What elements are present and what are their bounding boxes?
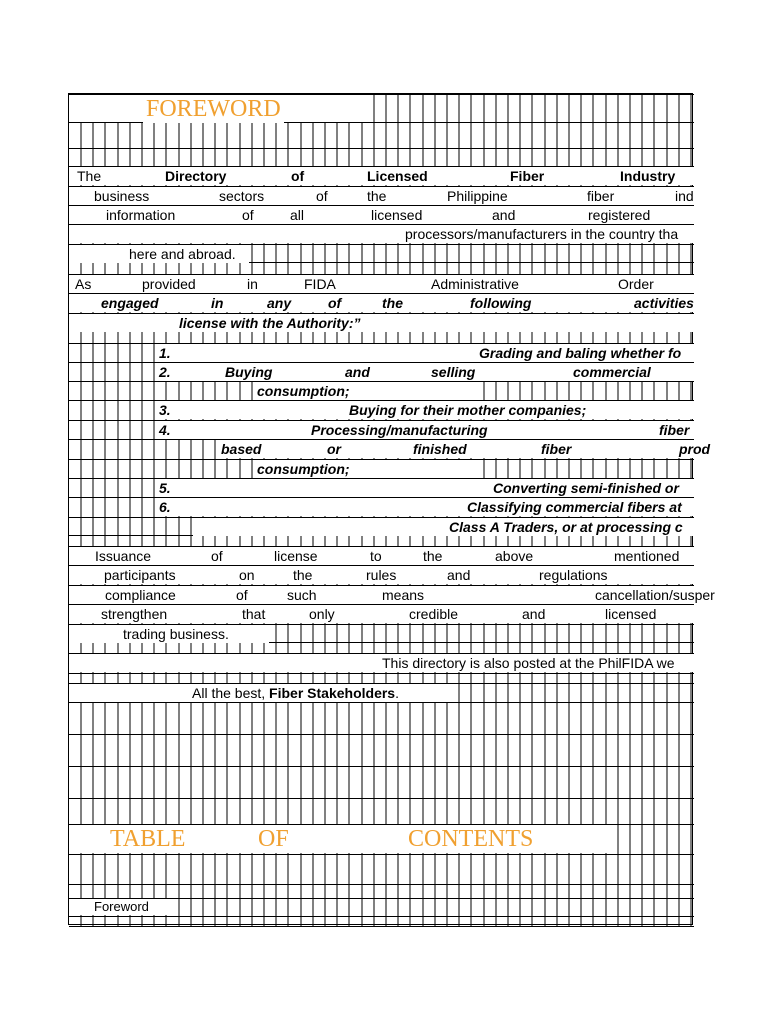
item-text: Converting semi-finished or <box>493 480 679 496</box>
closing-suffix: . <box>395 685 399 701</box>
closing-line <box>69 684 449 702</box>
foreword-line-2 <box>69 187 694 205</box>
toc-title-word: CONTENTS <box>405 825 536 853</box>
word: Administrative <box>431 276 519 292</box>
foreword-line-4 <box>69 225 694 243</box>
item-text: Class A Traders, or at processing c <box>449 519 683 535</box>
word: any <box>267 295 292 311</box>
word: The <box>77 168 102 184</box>
word: only <box>309 606 335 622</box>
word: Directory <box>165 168 227 184</box>
word: fiber <box>659 422 690 438</box>
foreword-title: FOREWORD <box>143 95 284 123</box>
word: Philippine <box>447 188 508 204</box>
word: and <box>522 606 546 622</box>
word: finished <box>413 441 467 457</box>
item-number: 2. <box>159 364 171 380</box>
word: of <box>328 295 342 311</box>
word: Order <box>618 276 654 292</box>
toc-title-row <box>69 825 609 853</box>
item-number: 5. <box>159 480 171 496</box>
word: means <box>382 587 425 603</box>
item-4 <box>157 421 694 439</box>
word: Licensed <box>367 168 428 184</box>
word: processors/manufacturers in the country tha <box>405 226 679 242</box>
word: prod <box>679 441 711 457</box>
item-number: 1. <box>159 345 171 361</box>
foreword-title-row <box>69 95 364 122</box>
word: on <box>239 567 255 583</box>
item-text: Classifying commercial fibers at <box>467 499 682 515</box>
word: and <box>492 207 516 223</box>
word: selling <box>431 364 476 380</box>
word: in <box>247 276 258 292</box>
word: based <box>221 441 262 457</box>
foreword-line-3 <box>69 206 694 224</box>
spreadsheet-page <box>68 93 715 925</box>
word: regulations <box>539 567 608 583</box>
word: rules <box>366 567 397 583</box>
word: FIDA <box>304 276 336 292</box>
word: provided <box>142 276 196 292</box>
word: Fiber <box>510 168 545 184</box>
para2-line-1 <box>69 547 694 565</box>
word: here and abroad. <box>129 246 236 262</box>
item-number: 6. <box>159 499 171 515</box>
word: fiber <box>587 188 615 204</box>
posted-text: This directory is also posted at the PhilFIDA we <box>382 655 675 671</box>
word: strengthen <box>101 606 168 622</box>
foreword-line-8 <box>69 314 694 332</box>
item-3 <box>157 401 694 419</box>
word: information <box>106 207 176 223</box>
word: the <box>382 295 403 311</box>
word: engaged <box>101 295 159 311</box>
word: licensed <box>605 606 657 622</box>
word: the <box>367 188 387 204</box>
foreword-line-5 <box>69 245 249 263</box>
word: following <box>470 295 532 311</box>
word: above <box>495 548 534 564</box>
word: cancellation/susper <box>595 587 715 603</box>
toc-title-word: TABLE <box>107 825 188 853</box>
word: ind <box>675 188 694 204</box>
word: all <box>290 207 305 223</box>
word: that <box>242 606 266 622</box>
closing-text <box>190 684 401 702</box>
item-number: 4. <box>159 422 171 438</box>
para2-line-5 <box>69 625 269 643</box>
word: Buying <box>225 364 273 380</box>
closing-signatory: Fiber Stakeholders <box>269 685 396 701</box>
word: fiber <box>541 441 572 457</box>
word: Industry <box>620 168 676 184</box>
para2-line-4 <box>69 605 694 623</box>
para2-line-2 <box>69 566 694 584</box>
word: the <box>293 567 313 583</box>
item-6-line-2 <box>193 518 694 536</box>
foreword-line-1 <box>69 167 694 185</box>
word: and <box>447 567 471 583</box>
word: and <box>345 364 370 380</box>
toc-entry-foreword[interactable]: Foreword <box>94 899 149 914</box>
para2-line-3 <box>69 586 715 604</box>
word: sectors <box>219 188 265 204</box>
word: in <box>211 295 224 311</box>
word: license with the Authority:” <box>179 315 361 331</box>
word: of <box>211 548 223 564</box>
item-6 <box>157 498 694 516</box>
word: of <box>242 207 254 223</box>
word: to <box>370 548 382 564</box>
item-text: Grading and baling whether fo <box>479 345 682 361</box>
toc-title-word: OF <box>255 825 292 853</box>
word: commercial <box>573 364 651 380</box>
closing-prefix: All the best, <box>192 685 270 701</box>
item-4-line-2 <box>217 440 711 458</box>
word: or <box>327 441 341 457</box>
item-2 <box>157 363 694 381</box>
item-4-continued <box>255 460 475 478</box>
word: compliance <box>105 587 176 603</box>
word: Processing/manufacturing <box>311 422 488 438</box>
item-5 <box>157 479 694 497</box>
foreword-line-7 <box>69 294 694 312</box>
word: Issuance <box>95 548 152 564</box>
word: of <box>316 188 328 204</box>
word: of <box>236 587 248 603</box>
item-text: Buying for their mother companies; <box>349 402 587 418</box>
foreword-line-6 <box>69 275 694 293</box>
item-1 <box>157 344 694 362</box>
word: license <box>274 548 318 564</box>
word: credible <box>409 606 459 622</box>
word: such <box>287 587 317 603</box>
word: the <box>423 548 443 564</box>
word: activities <box>634 295 694 311</box>
word: registered <box>588 207 651 223</box>
word: consumption; <box>257 383 350 399</box>
word: business <box>94 188 150 204</box>
item-number: 3. <box>159 402 171 418</box>
word: participants <box>104 567 176 583</box>
word: consumption; <box>257 461 350 477</box>
word: of <box>291 168 305 184</box>
item-2-continued <box>255 382 475 400</box>
word: As <box>75 276 92 292</box>
toc-entry-row <box>69 899 169 915</box>
word: trading business. <box>123 626 229 642</box>
word: licensed <box>371 207 423 223</box>
word: mentioned <box>614 548 680 564</box>
posted-line <box>69 654 694 672</box>
